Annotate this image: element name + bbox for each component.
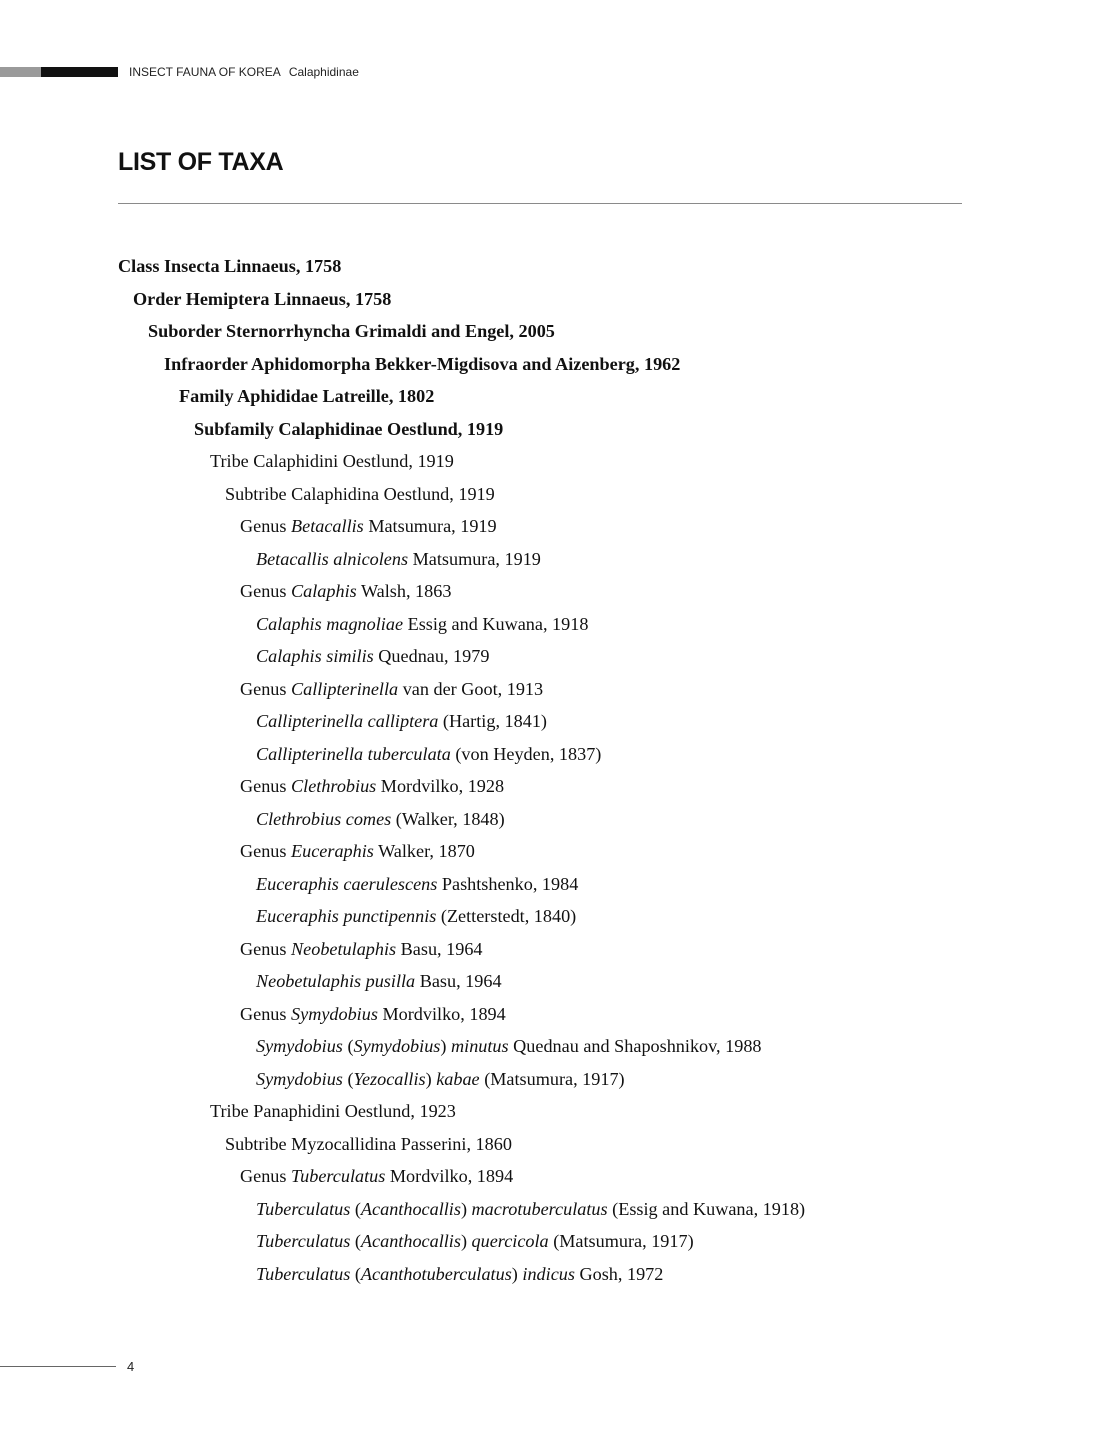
taxon-infraorder: Infraorder Aphidomorpha Bekker-Migdisova and Aizenberg, 1962 xyxy=(164,353,681,374)
taxon-family: Family Aphididae Latreille, 1802 xyxy=(179,386,435,406)
taxon-genus: Genus Betacallis Matsumura, 1919 xyxy=(240,516,497,536)
taxon-genus: Genus Tuberculatus Mordvilko, 1894 xyxy=(240,1166,514,1186)
taxon-species: Tuberculatus (Acanthotuberculatus) indicus Gosh, 1972 xyxy=(256,1263,664,1284)
taxon-species: Euceraphis caerulescens Pashtshenko, 1984 xyxy=(256,873,579,894)
taxon-species: Callipterinella calliptera (Hartig, 1841) xyxy=(256,711,547,731)
taxon-genus: Genus Neobetulaphis Basu, 1964 xyxy=(240,938,483,959)
taxon-species: Tuberculatus (Acanthocallis) macrotuberculatus (Essig and Kuwana, 1918) xyxy=(256,1198,806,1219)
taxon-class: Class Insecta Linnaeus, 1758 xyxy=(118,256,342,276)
taxon-species: Symydobius (Yezocallis) kabae (Matsumura, 1917) xyxy=(256,1068,625,1089)
taxon-species: Neobetulaphis pusilla Basu, 1964 xyxy=(256,971,502,991)
header-bar-grey xyxy=(0,67,41,77)
taxon-species: Tuberculatus (Acanthocallis) quercicola (Matsumura, 1917) xyxy=(256,1231,694,1251)
footer-rule xyxy=(0,1366,116,1367)
page-number: 4 xyxy=(127,1359,135,1374)
taxon-species: Calaphis similis Quednau, 1979 xyxy=(256,646,490,666)
taxon-subfamily: Subfamily Calaphidinae Oestlund, 1919 xyxy=(194,418,504,439)
taxon-species: Calaphis magnoliae Essig and Kuwana, 1918 xyxy=(256,613,589,634)
taxon-order: Order Hemiptera Linnaeus, 1758 xyxy=(133,288,392,309)
taxon-species: Clethrobius comes (Walker, 1848) xyxy=(256,808,505,829)
taxon-genus: Genus Calaphis Walsh, 1863 xyxy=(240,581,452,601)
title-rule xyxy=(118,203,962,204)
taxon-species: Symydobius (Symydobius) minutus Quednau and Shaposhnikov, 1988 xyxy=(256,1036,762,1056)
taxon-suborder: Suborder Sternorrhyncha Grimaldi and Engel, 2005 xyxy=(148,321,555,341)
taxon-tribe: Tribe Calaphidini Oestlund, 1919 xyxy=(210,451,454,471)
taxon-species: Callipterinella tuberculata (von Heyden, 1837) xyxy=(256,743,602,764)
taxon-genus: Genus Euceraphis Walker, 1870 xyxy=(240,841,475,861)
header-subject: Calaphidinae xyxy=(288,65,359,79)
taxon-genus: Genus Callipterinella van der Goot, 1913 xyxy=(240,678,544,699)
taxa-list xyxy=(0,250,1100,1290)
header-bar-black xyxy=(41,67,118,77)
taxon-species: Euceraphis punctipennis (Zetterstedt, 1840) xyxy=(256,906,577,926)
taxon-subtribe: Subtribe Calaphidina Oestlund, 1919 xyxy=(225,483,495,504)
taxon-genus: Genus Clethrobius Mordvilko, 1928 xyxy=(240,776,505,796)
running-header xyxy=(129,65,359,79)
taxon-tribe: Tribe Panaphidini Oestlund, 1923 xyxy=(210,1101,456,1121)
series-title: INSECT FAUNA OF KOREA xyxy=(129,65,281,79)
taxon-genus: Genus Symydobius Mordvilko, 1894 xyxy=(240,1003,506,1024)
taxon-species: Betacallis alnicolens Matsumura, 1919 xyxy=(256,548,541,569)
taxon-subtribe: Subtribe Myzocallidina Passerini, 1860 xyxy=(225,1133,512,1154)
page-title: LIST OF TAXA xyxy=(118,148,284,176)
